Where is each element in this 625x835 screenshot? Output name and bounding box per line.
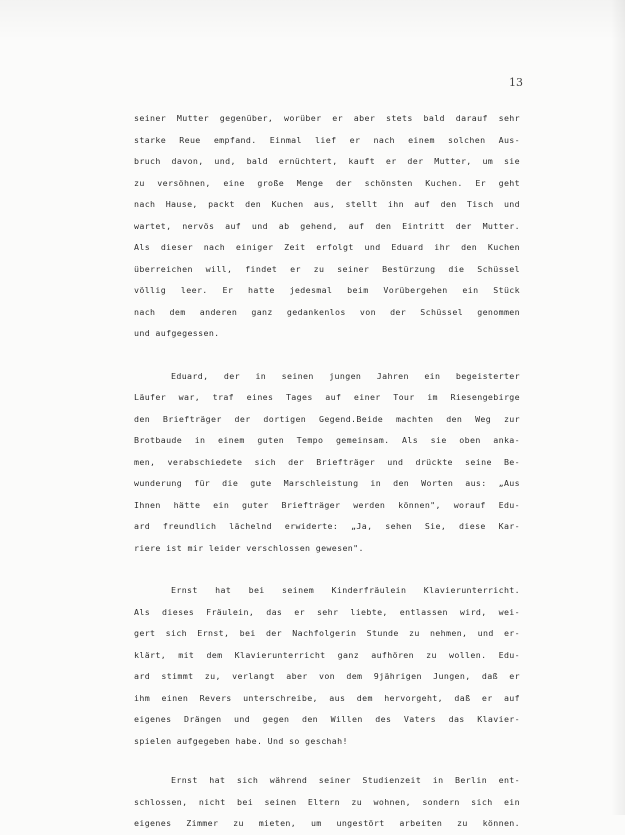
- text-line: den Briefträger der dortigen Gegend.Beide machten den Weg zur: [134, 413, 520, 424]
- text-line: und aufgegessen.: [134, 328, 220, 338]
- paragraph-gap: [134, 345, 520, 366]
- paragraph-2: [134, 366, 520, 560]
- text-line: ihm einen Revers unterschreibe, aus dem hervorgeht, daß er auf: [134, 692, 520, 703]
- text-line: klärt, mit dem Klavierunterricht ganz aufhören zu wollen. Edu-: [134, 649, 520, 660]
- text-line: zu versöhnen, eine große Menge der schönsten Kuchen. Er geht: [134, 177, 520, 188]
- text-line: nach dem anderen ganz gedankenlos von der Schüssel genommen: [134, 306, 520, 317]
- body-text: [134, 108, 520, 835]
- text-line: wartet, nervös auf und ab gehend, auf den Eintritt der Mutter.: [134, 220, 520, 231]
- text-line: starke Reue empfand. Einmal lief er nach einem solchen Aus-: [134, 134, 520, 145]
- text-line: riere ist mir leider verschlossen gewesen".: [134, 542, 364, 553]
- paragraph-gap: [134, 752, 520, 770]
- text-line: schlossen, nicht bei seinen Eltern zu wohnen, sondern sich ein: [134, 796, 520, 807]
- text-line: überreichen will, findet er zu seiner Bestürzung die Schüssel: [134, 263, 520, 274]
- text-line: ard freundlich lächelnd erwiderte: „Ja, sehen Sie, diese Kar-: [134, 521, 520, 531]
- paragraph-gap: [134, 559, 520, 580]
- text-line: Als dieses Fräulein, das er sehr liebte, entlassen wird, wei-: [134, 606, 520, 617]
- text-line: gert sich Ernst, bei der Nachfolgerin Stunde zu nehmen, und er-: [134, 628, 520, 638]
- text-line: men, verabschiedete sich der Briefträger und drückte seine Be-: [134, 456, 520, 467]
- text-line: völlig leer. Er hatte jedesmal beim Vorübergehen ein Stück: [134, 285, 520, 295]
- paragraph-3: [134, 580, 520, 752]
- text-line: Ernst hat bei seinem Kinderfräulein Klavierunterricht.: [171, 585, 520, 595]
- paragraph-1: [134, 108, 520, 345]
- text-line: Läufer war, traf eines Tages auf einer Tour im Riesengebirge: [134, 392, 520, 402]
- text-line: wunderung für die gute Marschleistung in den Worten aus: „Aus: [134, 478, 520, 488]
- text-line: eigenes Zimmer zu mieten, um ungestört arbeiten zu können.: [134, 818, 520, 828]
- scan-shadow-top: [0, 0, 625, 40]
- text-line: seiner Mutter gegenüber, worüber er aber stets bald darauf sehr: [134, 113, 520, 123]
- text-line: bruch davon, und, bald ernüchtert, kauft er der Mutter, um sie: [134, 156, 520, 166]
- paragraph-4: [134, 770, 520, 835]
- scan-shadow-right: [611, 0, 625, 815]
- text-line: Ihnen hätte ein guter Briefträger werden können", worauf Edu-: [134, 499, 520, 510]
- text-line: ard stimmt zu, verlangt aber von dem 9jährigen Jungen, daß er: [134, 671, 520, 681]
- text-line: Ernst hat sich während seiner Studienzeit in Berlin ent-: [171, 775, 520, 785]
- text-line: nach Hause, packt den Kuchen aus, stellt ihn auf den Tisch und: [134, 199, 520, 209]
- text-line: Als dieser nach einiger Zeit erfolgt und Eduard ihr den Kuchen: [134, 242, 520, 252]
- page-number: 13: [509, 76, 523, 89]
- text-line: eigenes Drängen und gegen den Willen des Vaters das Klavier-: [134, 714, 520, 724]
- text-line: spielen aufgegeben habe. Und so geschah!: [134, 735, 348, 746]
- text-line: Eduard, der in seinen jungen Jahren ein begeisterter: [171, 370, 520, 381]
- text-line: Brotbaude in einem guten Tempo gemeinsam. Als sie oben anka-: [134, 435, 520, 445]
